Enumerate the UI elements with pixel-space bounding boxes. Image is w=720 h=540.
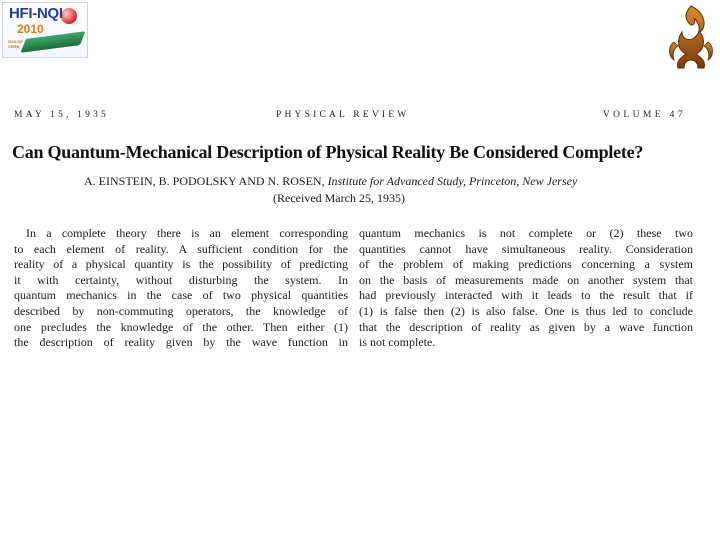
author-affiliation: Institute for Advanced Study, Princeton, New Jersey: [327, 174, 578, 188]
abstract-line: In a complete theory there is an element corresponding: [26, 226, 348, 240]
logo-sub2: CERN: [8, 44, 20, 49]
author-names: A. EINSTEIN, B. PODOLSKY AND N. ROSEN,: [84, 174, 325, 188]
abstract-column-left: [14, 226, 348, 351]
emblem-icon: [664, 2, 718, 72]
logo-year-text: 2010: [17, 22, 44, 36]
logo-brand-text: HFI-NQI: [9, 5, 63, 22]
abstract-column-right: [359, 226, 693, 351]
abstract-line: had previously interacted with it leads to the result that if: [359, 288, 693, 303]
abstract-line: on the basis of measurements made on another system that: [359, 272, 693, 287]
abstract-line: of the problem of making predictions concerning a system: [359, 257, 693, 272]
publication-date: MAY 15, 1935: [14, 110, 109, 120]
abstract-line: to each element of reality. A sufficient condition for the: [14, 241, 348, 256]
volume-number: VOLUME 47: [602, 110, 686, 120]
abstract-line: that the description of reality as given by a wave function: [359, 319, 693, 334]
abstract-line: quantities cannot have simultaneous reality. Consideration: [359, 241, 693, 256]
abstract-line: (1) is false then (2) is also false. One is thus led to conclude: [359, 303, 693, 318]
logo-sub-text: [8, 39, 23, 49]
journal-header: [14, 110, 686, 124]
conference-logo: [2, 2, 88, 58]
abstract-line: it with certainty, without disturbing the system. In: [14, 272, 348, 287]
journal-name: PHYSICAL REVIEW: [276, 110, 410, 120]
abstract-line: reality of a physical quantity is the possibility of predicting: [14, 257, 348, 272]
author-line: [84, 174, 644, 189]
abstract-line: described by non-commuting operators, the knowledge of: [14, 303, 348, 318]
abstract-line: the description of reality given by the wave function in: [14, 335, 348, 350]
abstract-line: quantum mechanics in the case of two physical quantities: [14, 288, 348, 303]
logo-ball-graphic: [61, 8, 77, 24]
paper-title: Can Quantum-Mechanical Description of Physical Reality Be Considered Complete?: [12, 142, 644, 162]
received-date: (Received March 25, 1935): [273, 191, 405, 205]
abstract-line: one precludes the knowledge of the other. Then either (1): [14, 319, 348, 334]
abstract-line: quantum mechanics is not complete or (2) these two: [359, 226, 693, 240]
logo-sub1: ISOLDE: [8, 39, 23, 44]
abstract-line: is not complete.: [359, 335, 436, 350]
